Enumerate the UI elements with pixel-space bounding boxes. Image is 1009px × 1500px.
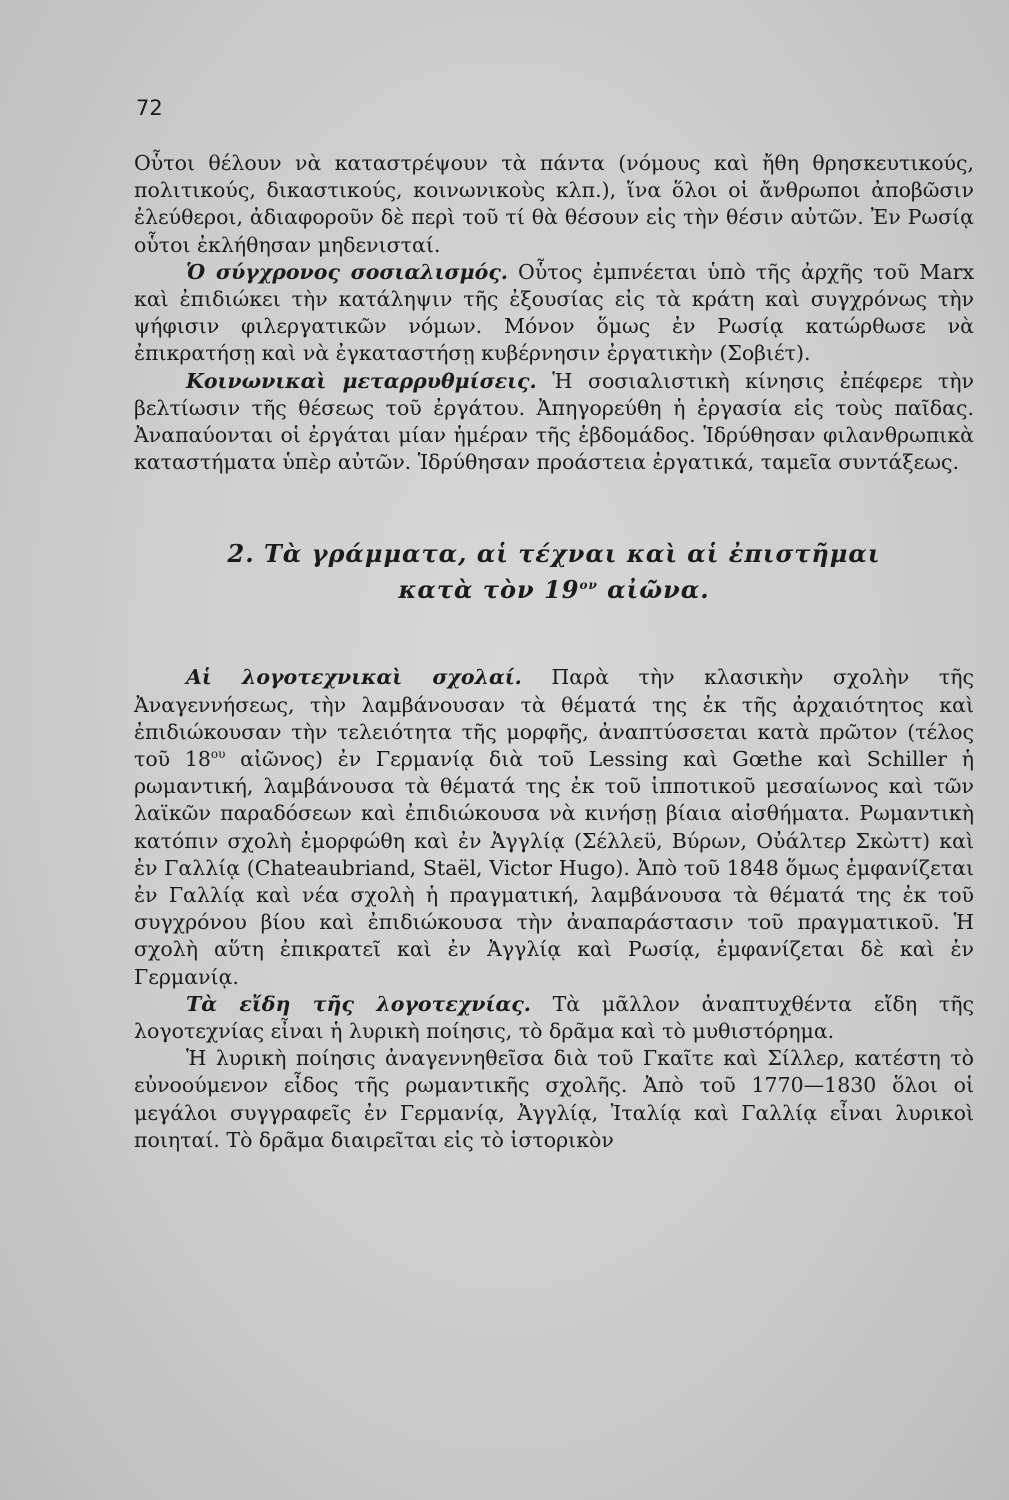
genres-text: Τὰ μᾶλλον ἀναπτυχθέντα εἴδη τῆς λογοτεχνίας εἶναι ἡ λυρικὴ ποίησις, τὸ δρᾶμα καὶ τὸ μυθιστόρημα. [134,991,974,1044]
reforms-text: Ἡ σοσιαλιστικὴ κίνησις ἐπέφερε τὴν βελτίωσιν τῆς θέσεως τοῦ ἐργάτου. Ἀπηγορεύθη ἡ ἐργασία εἰς τοὺς παῖδας. Ἀναπαύονται οἱ ἐργάται μίαν ἡμέραν τῆς ἑβδομάδος. Ἱδρύθησαν φιλανθρωπικὰ καταστήματα ὑπὲρ αὐτῶν. Ἱδρύθησαν προάστεια ἐργατικά, ταμεῖα συντάξεως. [134,368,974,475]
intro-paragraph: Οὗτοι θέλουν νὰ καταστρέψουν τὰ πάντα (νόμους καὶ ἤθη θρησκευτικούς, πολιτικούς, δικαστικούς, κοινωνικοὺς κλπ.), ἵνα ὅλοι οἱ ἄνθρωποι ἀποβῶσιν ἐλεύθεροι, ἀδιαφοροῦν δὲ περὶ τοῦ τί θὰ θέσουν εἰς τὴν θέσιν αὐτῶν. Ἐν Ρωσίᾳ οὗτοι ἐκλήθησαν μηδενισταί. [134,151,974,257]
page-number: 72 [136,96,163,120]
genres-paragraph [134,991,974,1045]
socialism-text: Οὗτος ἐμπνέεται ὑπὸ τῆς ἀρχῆς τοῦ Marx καὶ ἐπιδιώκει τὴν κατάληψιν τῆς ἐξουσίας εἰς τὰ κράτη καὶ συγχρόνως τὴν ψήφισιν φιλεργατικῶν νόμων. Μόνον ὅμως ἐν Ρωσίᾳ κατώρθωσε νὰ ἐπικρατήσῃ καὶ νὰ ἐγκαταστήσῃ κυβέρνησιν ἐργατικὴν (Σοβιέτ). [134,259,974,366]
section-title-line1: 2. Τὰ γράμματα, αἱ τέχναι καὶ αἱ ἐπιστῆμαι [227,539,881,569]
page-content [134,150,974,1154]
section-title-line2: κατὰ τὸν $19^{o\nu}$ αἰῶνα. [398,575,710,605]
reforms-heading: Κοινωνικαὶ μεταρρυθμίσεις. [186,368,537,393]
socialism-paragraph [134,259,974,368]
title-spacer [134,608,974,664]
section-title [134,536,974,608]
genres-heading: Τὰ εἴδη τῆς λογοτεχνίας. [186,991,531,1016]
schools-paragraph: Αἱ λογοτεχνικαὶ σχολαί. Παρὰ τὴν κλασικὴν σχολὴν τῆς Ἀναγεννήσεως, τὴν λαμβάνουσαν τὰ θέματά της ἐκ τῆς ἀρχαιότητος καὶ ἐπιδιώκουσαν τὴν τελειότητα τῆς μορφῆς, ἀναπτύσσεται κατὰ πρῶτον (τέλος τοῦ $18^{o\upsilon}$ αἰῶνος) ἐν Γερμανίᾳ διὰ τοῦ Lessing καὶ Gœthe καὶ Schiller ἡ ρωμαντική, λαμβάνουσα τὰ θέματά της ἐκ τοῦ ἱπποτικοῦ μεσαίωνος καὶ τῶν λαϊκῶν παραδόσεων καὶ ἐπιδιώκουσα νὰ κινήσῃ βίαια αἰσθήματα. Ρωμαντικὴ κατόπιν σχολὴ ἐμορφώθη καὶ ἐν Ἀγγλίᾳ (Σέλλεϋ, Βύρων, Οὐάλτερ Σκὼττ) καὶ ἐν Γαλλίᾳ (Chateaubriand, Staël, Victor Hugo). Ἀπὸ τοῦ 1848 ὅμως ἐμφανίζεται ἐν Γαλλίᾳ καὶ νέα σχολὴ ἡ πραγματική, λαμβάνουσα τὰ θέματά της ἐκ τοῦ συγχρόνου βίου καὶ ἐπιδιώκουσα τὴν ἀναπαράστασιν τοῦ πραγματικοῦ. Ἡ σχολὴ αὕτη ἐπικρατεῖ καὶ ἐν Ἀγγλίᾳ καὶ Ρωσίᾳ, ἐμφανίζεται δὲ καὶ ἐν Γερμανίᾳ. [134,665,974,989]
schools-heading: Αἱ λογοτεχνικαὶ σχολαί. [186,665,522,690]
socialism-heading: Ὁ σύγχρονος σοσιαλισμός. [186,259,508,284]
reforms-paragraph [134,368,974,477]
section-spacer [134,476,974,536]
lyric-paragraph: Ἡ λυρικὴ ποίησις ἀναγεννηθεῖσα διὰ τοῦ Γκαῖτε καὶ Σίλλερ, κατέστη τὸ εὐνοούμενον εἶδος τῆς ρωμαντικῆς σχολῆς. Ἀπὸ τοῦ 1770—1830 ὅλοι οἱ μεγάλοι συγγραφεῖς ἐν Γερμανίᾳ, Ἀγγλίᾳ, Ἰταλίᾳ καὶ Γαλλίᾳ εἶναι λυρικοὶ ποιηταί. Τὸ δρᾶμα διαιρεῖται εἰς τὸ ἱστορικὸν [134,1046,974,1152]
